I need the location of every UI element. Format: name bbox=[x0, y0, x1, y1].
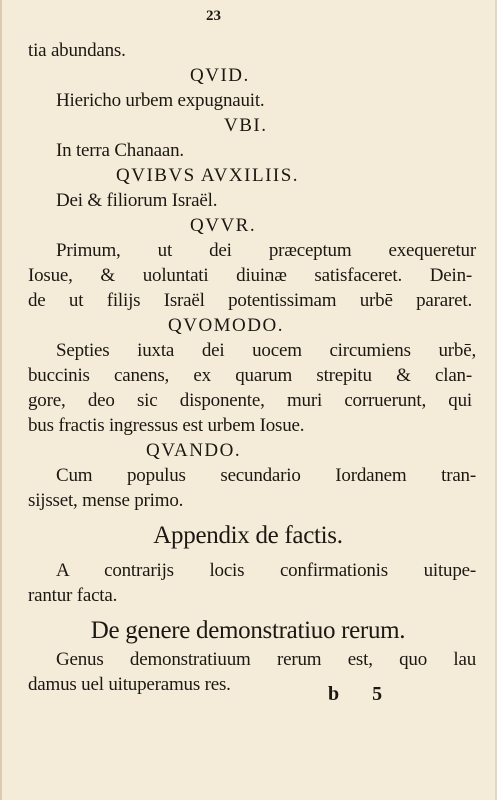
text-line: gore, deo sic disponente, muri corruerunt, qui bbox=[28, 390, 472, 411]
heading-ubi: VBI. bbox=[224, 115, 268, 136]
text-line: rantur facta. bbox=[28, 585, 118, 606]
text-line: Genus demonstratiuum rerum est, quo lau bbox=[56, 649, 476, 670]
page-number: 23 bbox=[206, 8, 221, 24]
text-line: tia abundans. bbox=[28, 40, 126, 61]
heading-quid: QVID. bbox=[190, 65, 250, 86]
text-line: Cum populus secundario Iordanem tran- bbox=[56, 465, 476, 486]
text-line: Hiericho urbem expugnauit. bbox=[56, 90, 265, 111]
heading-quando: QVANDO. bbox=[146, 440, 242, 461]
text-line: de ut filijs Israël potentissimam urbē pararet. bbox=[28, 290, 472, 311]
heading-quibus-auxiliis: QVIBVS AVXILIIS. bbox=[116, 165, 300, 186]
text-line: sijsset, mense primo. bbox=[28, 490, 184, 511]
text-line: bus fractis ingressus est urbem Iosue. bbox=[28, 415, 305, 436]
heading-appendix: Appendix de factis. bbox=[153, 522, 343, 549]
text-line: In terra Chanaan. bbox=[56, 140, 184, 161]
text-line: A contrarijs locis confirmationis uitupe- bbox=[56, 560, 476, 581]
signature-mark: b 5 bbox=[328, 683, 397, 705]
text-line: Dei & filiorum Israël. bbox=[56, 190, 218, 211]
text-line: damus uel uituperamus res. bbox=[28, 674, 231, 695]
heading-de-genere: De genere demonstratiuo rerum. bbox=[90, 617, 406, 644]
text-line: Primum, ut dei præceptum exequeretur bbox=[56, 240, 476, 261]
text-line: Iosue, & uoluntati diuinæ satisfaceret. Dein- bbox=[28, 265, 472, 286]
text-block bbox=[28, 38, 476, 697]
text-line: Septies iuxta dei uocem circumiens urbē, bbox=[56, 340, 476, 361]
heading-quur: QVVR. bbox=[190, 215, 257, 236]
text-line: buccinis canens, ex quarum strepitu & clan- bbox=[28, 365, 472, 386]
heading-quomodo: QVOMODO. bbox=[168, 315, 284, 336]
